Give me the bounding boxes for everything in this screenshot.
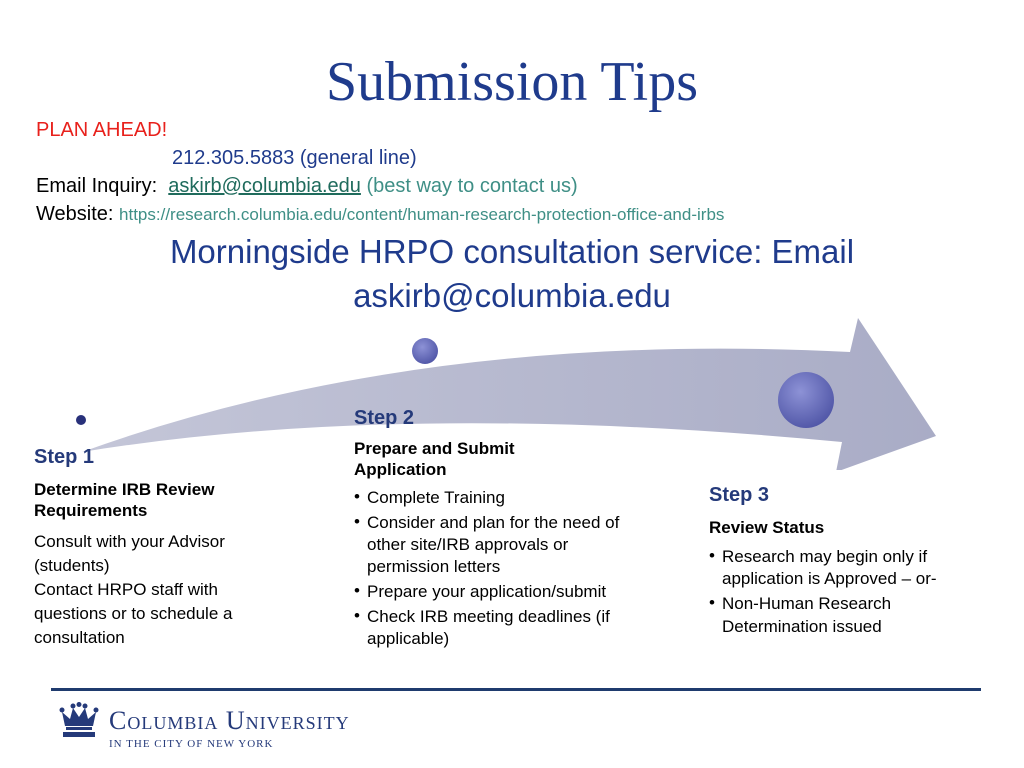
step-2-block — [354, 407, 664, 653]
consultation-line-1: Morningside HRPO consultation service: Email — [169, 233, 855, 270]
step-1-marker — [76, 415, 86, 425]
columbia-logo — [57, 700, 417, 756]
step-1-block — [34, 446, 294, 650]
university-name: Columbia University — [109, 706, 350, 735]
step-2-marker — [412, 338, 438, 364]
email-inquiry-label: Email Inquiry: — [36, 175, 158, 197]
step-3-bullet: • Research may begin only if application is Approved – or- — [709, 546, 989, 590]
step-2-bullet: • Check IRB meeting deadlines (if applicable) — [354, 606, 654, 650]
step-3-subheading: Review Status — [709, 518, 825, 537]
step-2-bullet: • Consider and plan for the need of other site/IRB approvals or permission letters — [354, 512, 654, 578]
step-1-text-1: Consult with your Advisor (students) — [34, 531, 225, 575]
university-tagline: IN THE CITY OF NEW YORK — [109, 738, 274, 750]
email-note: (best way to contact us) — [366, 175, 578, 197]
website-label: Website: — [36, 203, 114, 225]
step-1-text-2: Contact HRPO staff with questions or to schedule a consultation — [34, 579, 233, 647]
website-url[interactable]: https://research.columbia.edu/content/human-research-protection-office-and-irbs — [119, 205, 725, 224]
website-line — [36, 203, 724, 226]
step-2-list — [354, 487, 654, 651]
consultation-email: askirb@columbia.edu — [353, 276, 671, 314]
step-3-block — [709, 484, 989, 641]
step-3-marker — [778, 372, 834, 428]
step-1-subheading: Determine IRB Review Requirements — [34, 480, 215, 521]
step-2-heading: Step 2 — [354, 407, 415, 429]
email-link[interactable]: askirb@columbia.edu — [168, 175, 361, 197]
phone-number: 212.305.5883 (general line) — [172, 147, 417, 169]
email-inquiry-line — [36, 175, 578, 198]
step-2-bullet: • Prepare your application/submit — [354, 581, 654, 603]
step-1-heading: Step 1 — [34, 446, 95, 468]
slide-title: Submission Tips — [326, 51, 698, 113]
step-3-list — [709, 546, 989, 637]
crown-icon — [57, 702, 101, 742]
plan-ahead-text: PLAN AHEAD! — [36, 119, 168, 141]
step-2-subheading: Prepare and Submit Application — [354, 439, 515, 480]
step-3-bullet: • Non-Human Research Determination issued — [709, 593, 989, 637]
step-3-heading: Step 3 — [709, 484, 770, 506]
step-2-bullet: • Complete Training — [354, 487, 654, 509]
footer-divider — [51, 688, 981, 691]
